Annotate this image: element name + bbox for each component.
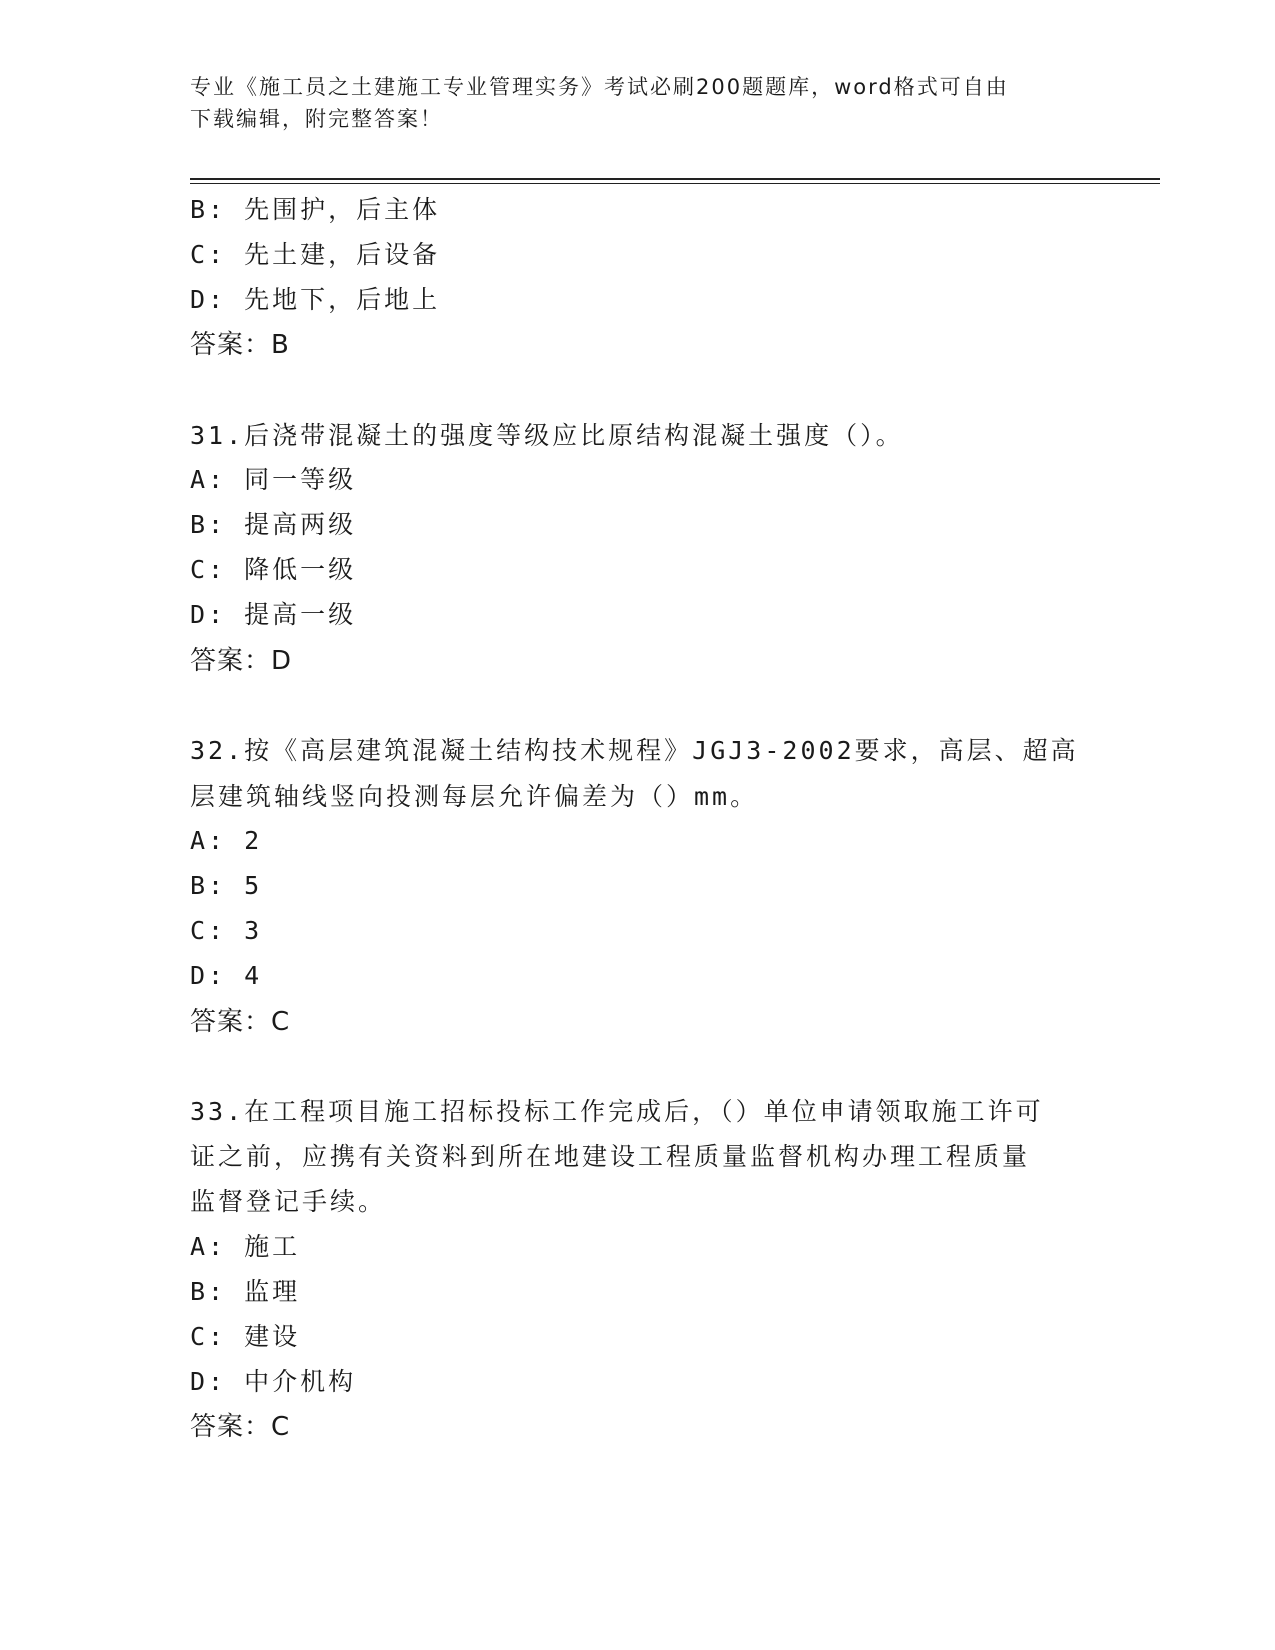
header-title-line-2: 下载编辑，附完整答案！ xyxy=(190,107,443,131)
answer-label: 答案： xyxy=(190,646,272,676)
option-line: D: 中介机构 xyxy=(190,1367,357,1396)
question-stem-line: 监督登记手续。 xyxy=(190,1187,387,1216)
header-rule-thick xyxy=(190,178,1160,180)
option-line: A: 同一等级 xyxy=(190,465,357,494)
option-line: B: 监理 xyxy=(190,1277,301,1306)
option-line: C: 先土建，后设备 xyxy=(190,240,441,269)
option-line: B: 先围护，后主体 xyxy=(190,195,441,224)
question-stem-line: 32.按《高层建筑混凝土结构技术规程》JGJ3-2002要求，高层、超高 xyxy=(190,736,1079,765)
header-title-line-1: 专业《施工员之土建施工专业管理实务》考试必刷200题题库，word格式可自由 xyxy=(190,75,1009,99)
header-rule-thin xyxy=(190,183,1160,184)
option-line: D: 4 xyxy=(190,961,263,990)
question-stem-line: 31.后浇带混凝土的强度等级应比原结构混凝土强度（）。 xyxy=(190,421,904,450)
answer-value: C xyxy=(271,1412,291,1442)
option-line: D: 先地下，后地上 xyxy=(190,285,441,314)
question-stem-line: 33.在工程项目施工招标投标工作完成后，（）单位申请领取施工许可 xyxy=(190,1097,1044,1126)
option-line: B: 提高两级 xyxy=(190,510,357,539)
answer-line xyxy=(190,1407,290,1447)
option-line: B: 5 xyxy=(190,871,263,900)
answer-label: 答案： xyxy=(190,1412,272,1442)
option-line: A: 施工 xyxy=(190,1232,301,1261)
option-line: A: 2 xyxy=(190,826,263,855)
answer-label: 答案： xyxy=(190,1007,272,1037)
option-line: D: 提高一级 xyxy=(190,600,357,629)
question-stem-line: 层建筑轴线竖向投测每层允许偏差为（）mm。 xyxy=(190,782,759,811)
option-line: C: 降低一级 xyxy=(190,555,357,584)
question-stem-line: 证之前，应携有关资料到所在地建设工程质量监督机构办理工程质量 xyxy=(190,1142,1031,1171)
option-line: C: 3 xyxy=(190,916,263,945)
answer-value: B xyxy=(271,330,290,360)
answer-value: D xyxy=(271,646,293,676)
answer-line xyxy=(190,641,292,681)
answer-line xyxy=(190,1002,290,1042)
answer-line xyxy=(190,325,290,365)
answer-label: 答案： xyxy=(190,330,272,360)
answer-value: C xyxy=(271,1007,291,1037)
option-line: C: 建设 xyxy=(190,1322,301,1351)
